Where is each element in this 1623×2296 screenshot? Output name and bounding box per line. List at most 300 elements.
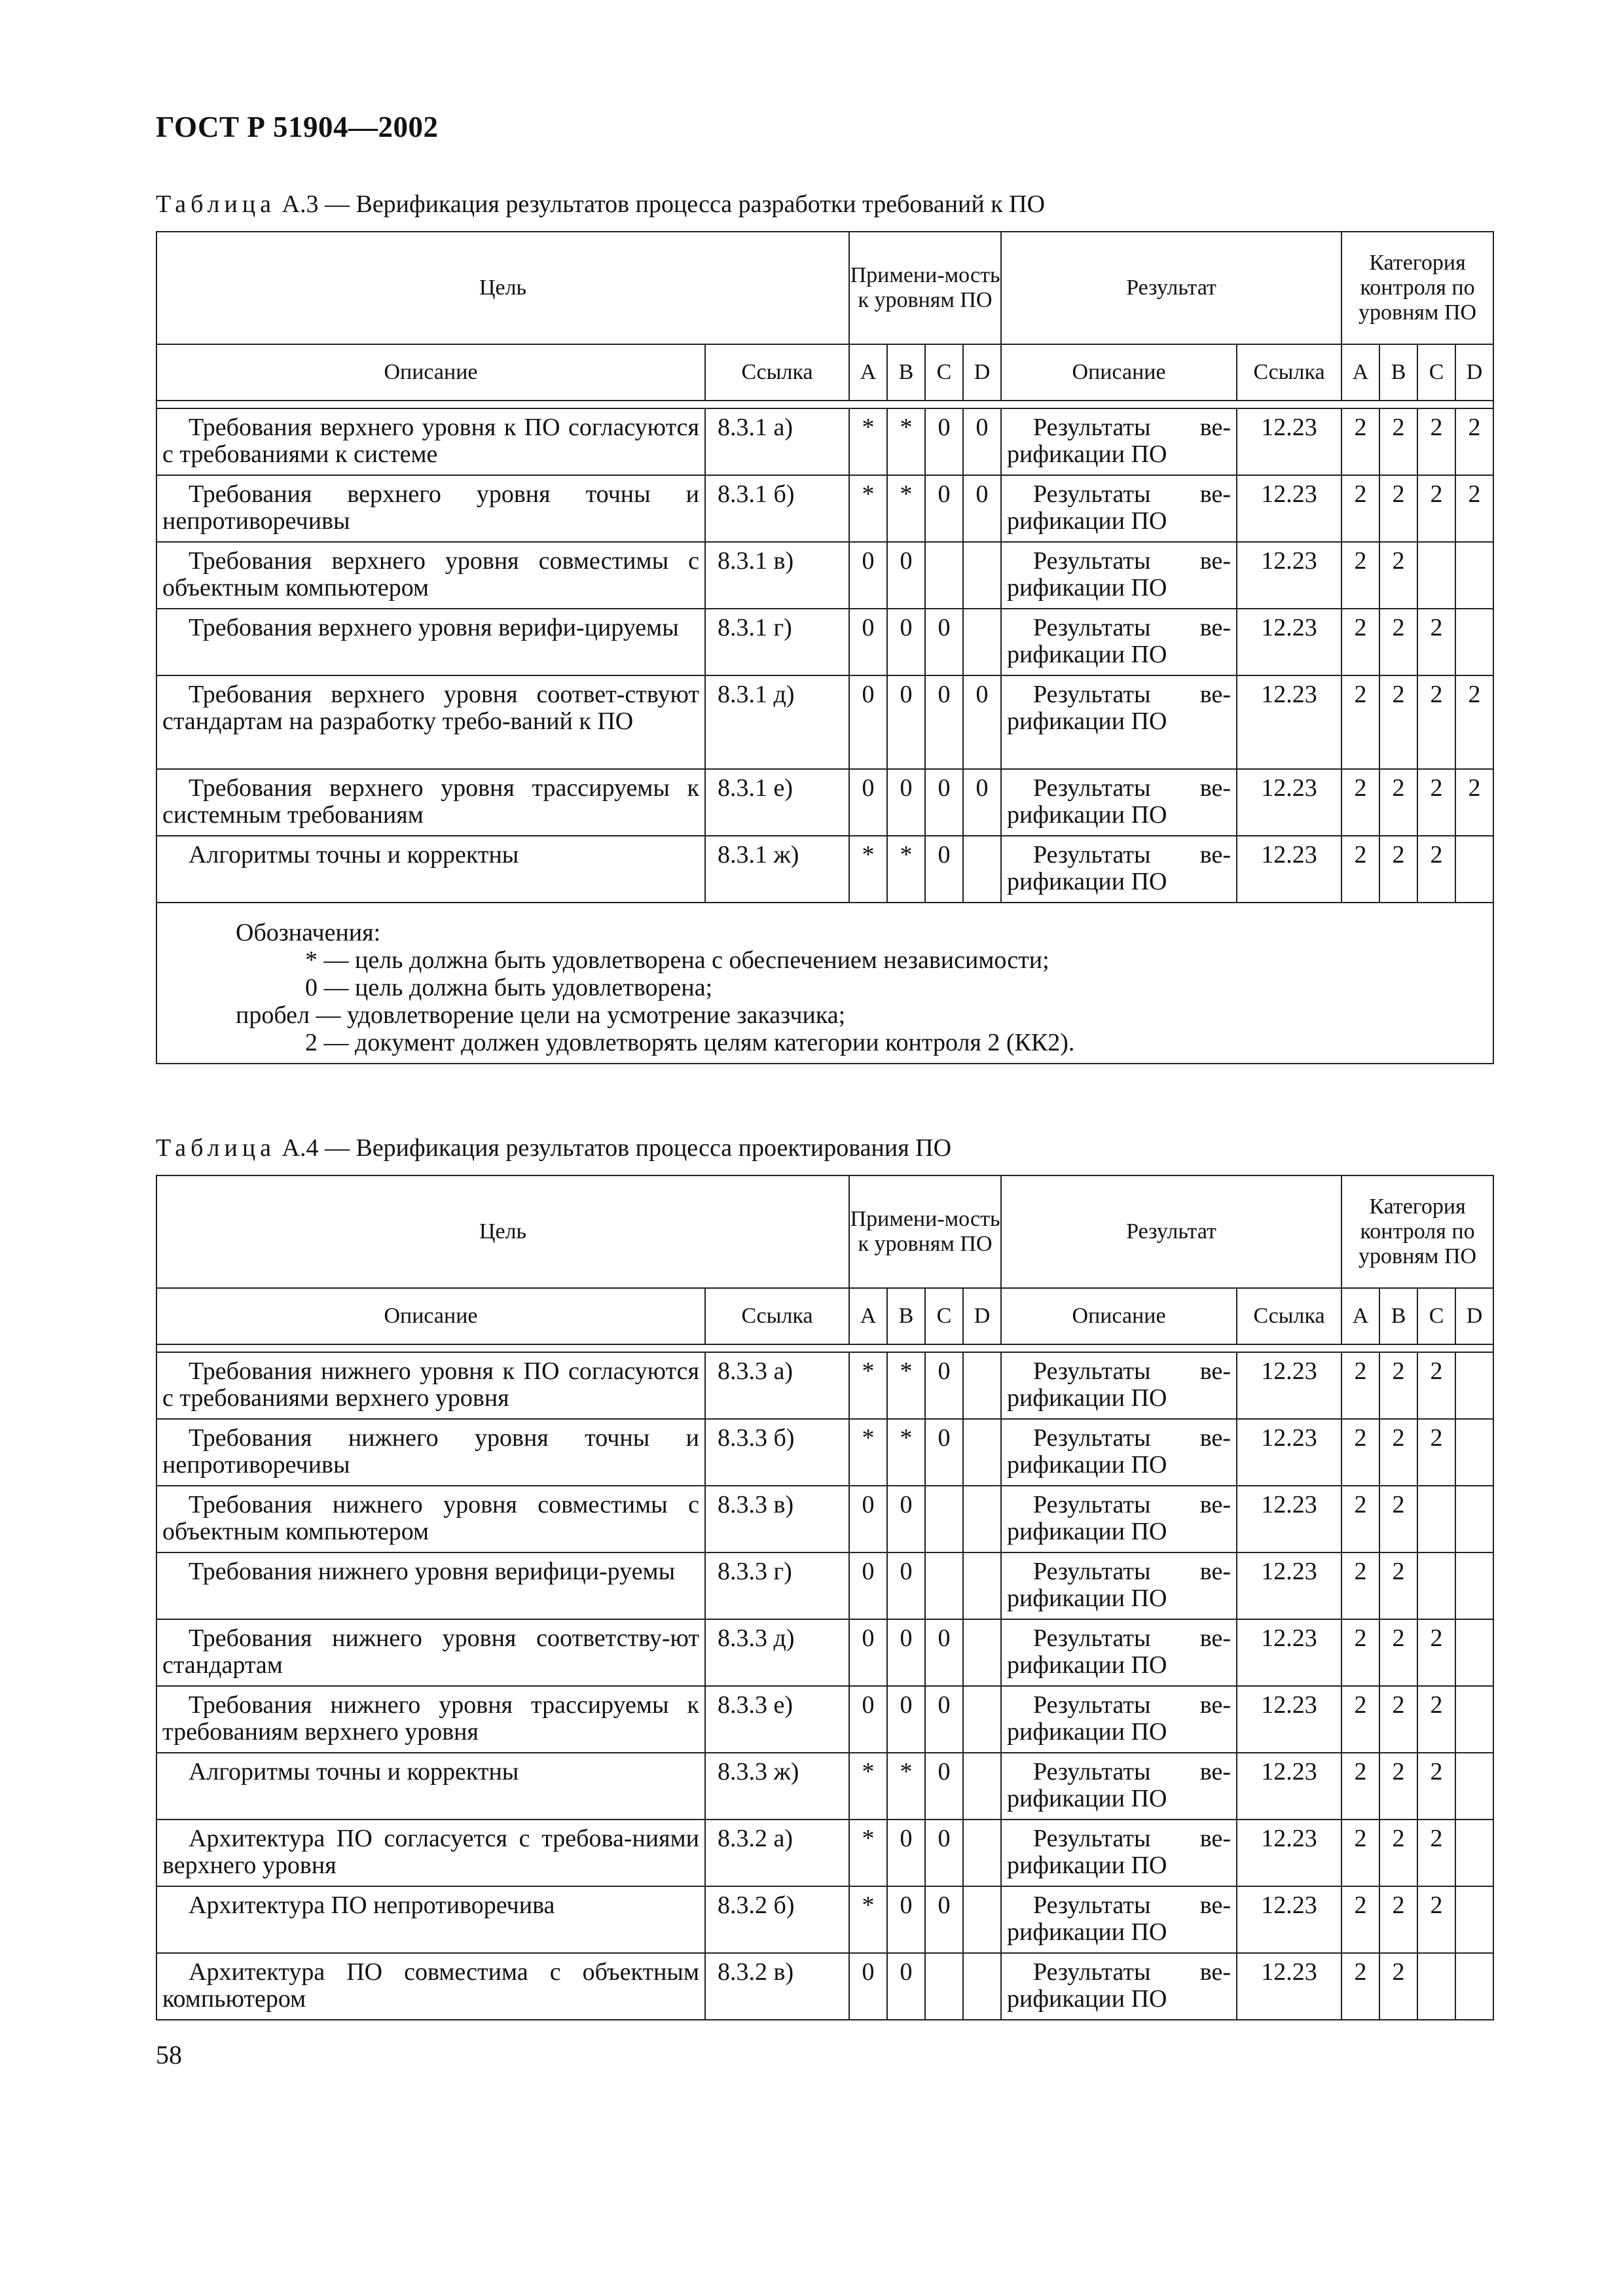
category-a: 2 <box>1341 675 1379 769</box>
result-line-2: рификации ПО <box>1007 801 1167 829</box>
table-row <box>156 1686 1493 1753</box>
row-reference: 8.3.1 г) <box>705 609 849 675</box>
applicability-c: 0 <box>925 408 963 475</box>
result-line-1: Результаты ве- <box>1033 1758 1231 1785</box>
result-reference: 12.23 <box>1237 1419 1341 1486</box>
sub-cat-d: D <box>1455 1288 1493 1344</box>
row-reference: 8.3.3 г) <box>705 1552 849 1619</box>
applicability-b: 0 <box>887 1820 925 1886</box>
table-a4-caption <box>156 1134 951 1162</box>
table-row <box>156 475 1493 542</box>
table-a4 <box>156 1175 1494 2020</box>
result-reference: 12.23 <box>1237 1820 1341 1886</box>
result-description <box>1001 408 1237 475</box>
category-c <box>1417 1953 1455 2020</box>
table-a3-caption-text: А.3 — Верификация результатов процесса разработки требований к ПО <box>276 190 1046 218</box>
applicability-a: * <box>849 836 887 903</box>
applicability-b: * <box>887 1753 925 1820</box>
description-text: Требования верхнего уровня точны и непротиворечивы <box>162 480 699 535</box>
category-a: 2 <box>1341 1753 1379 1820</box>
category-c: 2 <box>1417 1686 1455 1753</box>
row-reference: 8.3.1 ж) <box>705 836 849 903</box>
applicability-d <box>963 1820 1001 1886</box>
applicability-b: 0 <box>887 1686 925 1753</box>
applicability-a: 0 <box>849 675 887 769</box>
sub-cat-d: D <box>1455 344 1493 401</box>
applicability-d: 0 <box>963 408 1001 475</box>
applicability-d <box>963 1486 1001 1552</box>
applicability-b: 0 <box>887 1552 925 1619</box>
row-description <box>156 1686 705 1753</box>
applicability-a: 0 <box>849 1619 887 1686</box>
result-description <box>1001 769 1237 836</box>
category-b: 2 <box>1379 609 1417 675</box>
applicability-d <box>963 1953 1001 2020</box>
result-line-1: Результаты ве- <box>1033 1491 1231 1518</box>
category-a: 2 <box>1341 769 1379 836</box>
category-a: 2 <box>1341 1820 1379 1886</box>
applicability-a: 0 <box>849 1686 887 1753</box>
applicability-d <box>963 1886 1001 1953</box>
sub-cat-a: A <box>1341 1288 1379 1344</box>
description-text: Требования верхнего уровня трассируемы к системным требованиям <box>162 774 699 829</box>
applicability-c: 0 <box>925 1820 963 1886</box>
applicability-c <box>925 1552 963 1619</box>
category-d <box>1455 1953 1493 2020</box>
applicability-c: 0 <box>925 1686 963 1753</box>
result-line-1: Результаты ве- <box>1033 1825 1231 1852</box>
sub-c: C <box>925 344 963 401</box>
sub-result-ref: Ссылка <box>1237 344 1341 401</box>
table-row <box>156 1953 1493 2020</box>
description-text: Алгоритмы точны и корректны <box>189 1758 519 1785</box>
category-d <box>1455 1486 1493 1552</box>
description-text: Требования нижнего уровня к ПО согласуются с требованиями верхнего уровня <box>162 1357 699 1412</box>
row-description <box>156 542 705 609</box>
row-reference: 8.3.1 б) <box>705 475 849 542</box>
result-line-2: рификации ПО <box>1007 1651 1167 1679</box>
result-line-1: Результаты ве- <box>1033 681 1231 708</box>
result-line-2: рификации ПО <box>1007 708 1167 735</box>
applicability-a: * <box>849 1886 887 1953</box>
result-reference: 12.23 <box>1237 675 1341 769</box>
col-category: Категория контроля по уровням ПО <box>1341 1175 1493 1288</box>
sub-desc: Описание <box>156 344 705 401</box>
row-reference: 8.3.2 в) <box>705 1953 849 2020</box>
applicability-b: 0 <box>887 675 925 769</box>
applicability-d <box>963 542 1001 609</box>
applicability-c <box>925 542 963 609</box>
category-a: 2 <box>1341 542 1379 609</box>
table-row <box>156 1820 1493 1886</box>
table-a4-caption-text: А.4 — Верификация результатов процесса проектирования ПО <box>276 1134 952 1162</box>
category-b: 2 <box>1379 1953 1417 2020</box>
result-description <box>1001 1552 1237 1619</box>
category-c <box>1417 1486 1455 1552</box>
description-text: Архитектура ПО согласуется с требова-ниями верхнего уровня <box>162 1825 699 1879</box>
category-c: 2 <box>1417 769 1455 836</box>
category-c <box>1417 1552 1455 1619</box>
category-c: 2 <box>1417 1619 1455 1686</box>
sub-result-ref: Ссылка <box>1237 1288 1341 1344</box>
category-b: 2 <box>1379 675 1417 769</box>
result-reference: 12.23 <box>1237 1953 1341 2020</box>
applicability-d <box>963 1619 1001 1686</box>
applicability-a: 0 <box>849 769 887 836</box>
category-d <box>1455 1619 1493 1686</box>
applicability-a: * <box>849 1820 887 1886</box>
result-description <box>1001 609 1237 675</box>
category-d <box>1455 1820 1493 1886</box>
sub-d: D <box>963 344 1001 401</box>
applicability-a: 0 <box>849 609 887 675</box>
result-line-1: Результаты ве- <box>1033 1691 1231 1719</box>
sub-cat-b: B <box>1379 344 1417 401</box>
table-row <box>156 1419 1493 1486</box>
applicability-c: 0 <box>925 1419 963 1486</box>
result-reference: 12.23 <box>1237 1552 1341 1619</box>
result-line-1: Результаты ве- <box>1033 841 1231 869</box>
description-text: Требования нижнего уровня совместимы с объектным компьютером <box>162 1491 699 1545</box>
header-separator <box>156 401 1493 408</box>
sub-d: D <box>963 1288 1001 1344</box>
result-line-2: рификации ПО <box>1007 868 1167 895</box>
applicability-b: * <box>887 1419 925 1486</box>
col-applicability: Примени-мость к уровням ПО <box>849 232 1001 344</box>
result-reference: 12.23 <box>1237 542 1341 609</box>
row-reference: 8.3.1 а) <box>705 408 849 475</box>
applicability-c <box>925 1953 963 2020</box>
note-blank: пробел — удовлетворение цели на усмотрение заказчика; <box>236 1001 846 1029</box>
row-reference: 8.3.3 е) <box>705 1686 849 1753</box>
applicability-a: * <box>849 1352 887 1419</box>
col-applicability: Примени-мость к уровням ПО <box>849 1175 1001 1288</box>
result-line-2: рификации ПО <box>1007 1985 1167 2013</box>
applicability-b: * <box>887 1352 925 1419</box>
applicability-c: 0 <box>925 769 963 836</box>
category-c <box>1417 542 1455 609</box>
sub-ref: Ссылка <box>705 344 849 401</box>
row-description <box>156 1352 705 1419</box>
note-star: * — цель должна быть удовлетворена с обеспечением независимости; <box>305 946 1049 974</box>
category-d <box>1455 1352 1493 1419</box>
category-c: 2 <box>1417 836 1455 903</box>
category-b: 2 <box>1379 769 1417 836</box>
page-number: 58 <box>156 2040 182 2070</box>
applicability-d <box>963 1419 1001 1486</box>
sub-ref: Ссылка <box>705 1288 849 1344</box>
document-header: ГОСТ Р 51904—2002 <box>156 111 439 143</box>
note-zero: 0 — цель должна быть удовлетворена; <box>305 974 713 1001</box>
applicability-d: 0 <box>963 475 1001 542</box>
category-d <box>1455 1686 1493 1753</box>
applicability-b: 0 <box>887 542 925 609</box>
result-line-2: рификации ПО <box>1007 1852 1167 1879</box>
applicability-c: 0 <box>925 1753 963 1820</box>
applicability-c: 0 <box>925 675 963 769</box>
applicability-b: * <box>887 475 925 542</box>
category-d: 2 <box>1455 475 1493 542</box>
row-description <box>156 1753 705 1820</box>
category-c: 2 <box>1417 1820 1455 1886</box>
row-description <box>156 1552 705 1619</box>
category-b: 2 <box>1379 408 1417 475</box>
notes-title: Обозначения: <box>236 919 381 946</box>
row-reference: 8.3.3 д) <box>705 1619 849 1686</box>
result-line-1: Результаты ве- <box>1033 1424 1231 1452</box>
category-c: 2 <box>1417 1753 1455 1820</box>
result-line-2: рификации ПО <box>1007 574 1167 601</box>
result-reference: 12.23 <box>1237 609 1341 675</box>
applicability-a: * <box>849 408 887 475</box>
result-reference: 12.23 <box>1237 408 1341 475</box>
category-a: 2 <box>1341 836 1379 903</box>
category-b: 2 <box>1379 1486 1417 1552</box>
table-a3 <box>156 231 1494 1064</box>
table-row <box>156 1352 1493 1419</box>
applicability-d <box>963 836 1001 903</box>
row-description <box>156 1619 705 1686</box>
category-b: 2 <box>1379 836 1417 903</box>
category-b: 2 <box>1379 1352 1417 1419</box>
col-category: Категория контроля по уровням ПО <box>1341 232 1493 344</box>
sub-cat-a: A <box>1341 344 1379 401</box>
category-a: 2 <box>1341 1352 1379 1419</box>
row-reference: 8.3.2 б) <box>705 1886 849 1953</box>
row-reference: 8.3.3 а) <box>705 1352 849 1419</box>
result-description <box>1001 1352 1237 1419</box>
applicability-b: * <box>887 408 925 475</box>
category-b: 2 <box>1379 1886 1417 1953</box>
applicability-c: 0 <box>925 1352 963 1419</box>
category-a: 2 <box>1341 609 1379 675</box>
row-reference: 8.3.1 д) <box>705 675 849 769</box>
sub-cat-c: C <box>1417 344 1455 401</box>
category-b: 2 <box>1379 1820 1417 1886</box>
description-text: Требования нижнего уровня соответству-ют стандартам <box>162 1624 699 1679</box>
applicability-a: * <box>849 1419 887 1486</box>
result-reference: 12.23 <box>1237 1686 1341 1753</box>
applicability-c: 0 <box>925 836 963 903</box>
applicability-a: 0 <box>849 542 887 609</box>
applicability-d <box>963 1552 1001 1619</box>
table-row <box>156 836 1493 903</box>
table-row <box>156 675 1493 769</box>
applicability-c: 0 <box>925 1886 963 1953</box>
row-reference: 8.3.1 е) <box>705 769 849 836</box>
table-a3-caption <box>156 190 1045 219</box>
category-b: 2 <box>1379 542 1417 609</box>
result-reference: 12.23 <box>1237 1886 1341 1953</box>
note-two: 2 — документ должен удовлетворять целям категории контроля 2 (КК2). <box>305 1029 1075 1056</box>
table-row <box>156 1753 1493 1820</box>
table-a3-notes <box>156 903 1493 1064</box>
category-d: 2 <box>1455 408 1493 475</box>
applicability-b: 0 <box>887 1886 925 1953</box>
row-description <box>156 1820 705 1886</box>
category-a: 2 <box>1341 1486 1379 1552</box>
table-a4-caption-label: Таблица <box>156 1134 276 1162</box>
sub-cat-b: B <box>1379 1288 1417 1344</box>
category-b: 2 <box>1379 1686 1417 1753</box>
result-line-1: Результаты ве- <box>1033 1357 1231 1385</box>
category-d <box>1455 1886 1493 1953</box>
result-reference: 12.23 <box>1237 475 1341 542</box>
table-row <box>156 542 1493 609</box>
category-d <box>1455 1419 1493 1486</box>
result-reference: 12.23 <box>1237 836 1341 903</box>
result-reference: 12.23 <box>1237 1352 1341 1419</box>
row-description <box>156 408 705 475</box>
row-description <box>156 475 705 542</box>
table-row <box>156 1552 1493 1619</box>
table-a3-caption-label: Таблица <box>156 190 276 218</box>
result-reference: 12.23 <box>1237 769 1341 836</box>
applicability-d <box>963 1352 1001 1419</box>
sub-result-desc: Описание <box>1001 1288 1237 1344</box>
category-a: 2 <box>1341 1953 1379 2020</box>
result-line-1: Результаты ве- <box>1033 1558 1231 1585</box>
category-c: 2 <box>1417 1419 1455 1486</box>
applicability-a: 0 <box>849 1486 887 1552</box>
result-line-1: Результаты ве- <box>1033 1958 1231 1986</box>
category-c: 2 <box>1417 1886 1455 1953</box>
result-line-2: рификации ПО <box>1007 1918 1167 1946</box>
applicability-b: 0 <box>887 1619 925 1686</box>
row-reference: 8.3.2 а) <box>705 1820 849 1886</box>
table-row <box>156 1886 1493 1953</box>
category-c: 2 <box>1417 1352 1455 1419</box>
result-line-1: Результаты ве- <box>1033 414 1231 441</box>
result-description <box>1001 1820 1237 1886</box>
category-a: 2 <box>1341 1552 1379 1619</box>
result-line-2: рификации ПО <box>1007 1384 1167 1412</box>
category-d <box>1455 1552 1493 1619</box>
description-text: Требования верхнего уровня совместимы с объектным компьютером <box>162 547 699 601</box>
applicability-d <box>963 609 1001 675</box>
applicability-b: 0 <box>887 769 925 836</box>
category-a: 2 <box>1341 408 1379 475</box>
row-description <box>156 1419 705 1486</box>
result-line-2: рификации ПО <box>1007 1451 1167 1479</box>
table-row <box>156 609 1493 675</box>
row-description <box>156 836 705 903</box>
sub-a: A <box>849 1288 887 1344</box>
sub-b: B <box>887 1288 925 1344</box>
applicability-a: * <box>849 475 887 542</box>
row-description <box>156 769 705 836</box>
category-a: 2 <box>1341 1419 1379 1486</box>
row-description <box>156 1953 705 2020</box>
result-line-1: Результаты ве- <box>1033 547 1231 575</box>
description-text: Требования верхнего уровня соответ-ствуют стандартам на разработку требо-ваний к ПО <box>162 681 699 735</box>
table-row <box>156 408 1493 475</box>
applicability-a: 0 <box>849 1953 887 2020</box>
applicability-b: 0 <box>887 609 925 675</box>
result-description <box>1001 836 1237 903</box>
sub-desc: Описание <box>156 1288 705 1344</box>
result-description <box>1001 675 1237 769</box>
applicability-d: 0 <box>963 675 1001 769</box>
result-description <box>1001 1486 1237 1552</box>
result-line-2: рификации ПО <box>1007 1785 1167 1812</box>
description-text: Архитектура ПО непротиворечива <box>189 1892 555 1919</box>
header-separator <box>156 1344 1493 1352</box>
result-description <box>1001 1419 1237 1486</box>
result-description <box>1001 1953 1237 2020</box>
description-text: Требования верхнего уровня верифи-цируемы <box>189 614 679 641</box>
table-row <box>156 769 1493 836</box>
result-reference: 12.23 <box>1237 1753 1341 1820</box>
col-result: Результат <box>1001 1175 1341 1288</box>
table-row <box>156 1619 1493 1686</box>
result-line-1: Результаты ве- <box>1033 1624 1231 1652</box>
category-b: 2 <box>1379 1753 1417 1820</box>
category-d <box>1455 1753 1493 1820</box>
applicability-b: 0 <box>887 1486 925 1552</box>
sub-c: C <box>925 1288 963 1344</box>
category-b: 2 <box>1379 1419 1417 1486</box>
category-b: 2 <box>1379 475 1417 542</box>
category-c: 2 <box>1417 408 1455 475</box>
description-text: Требования нижнего уровня точны и непротиворечивы <box>162 1424 699 1479</box>
col-result: Результат <box>1001 232 1341 344</box>
category-c: 2 <box>1417 609 1455 675</box>
sub-cat-c: C <box>1417 1288 1455 1344</box>
category-a: 2 <box>1341 1686 1379 1753</box>
row-reference: 8.3.1 в) <box>705 542 849 609</box>
applicability-c: 0 <box>925 1619 963 1686</box>
result-description <box>1001 542 1237 609</box>
result-line-1: Результаты ве- <box>1033 480 1231 508</box>
applicability-c: 0 <box>925 475 963 542</box>
row-reference: 8.3.3 в) <box>705 1486 849 1552</box>
result-line-1: Результаты ве- <box>1033 774 1231 802</box>
result-line-1: Результаты ве- <box>1033 1892 1231 1919</box>
result-line-2: рификации ПО <box>1007 440 1167 468</box>
result-description <box>1001 1619 1237 1686</box>
result-description <box>1001 1753 1237 1820</box>
applicability-b: 0 <box>887 1953 925 2020</box>
result-description <box>1001 1686 1237 1753</box>
description-text: Требования нижнего уровня трассируемы к требованиям верхнего уровня <box>162 1691 699 1746</box>
table-row <box>156 1486 1493 1552</box>
sub-b: B <box>887 344 925 401</box>
result-reference: 12.23 <box>1237 1486 1341 1552</box>
applicability-d <box>963 1686 1001 1753</box>
col-goal: Цель <box>156 232 849 344</box>
result-reference: 12.23 <box>1237 1619 1341 1686</box>
row-description <box>156 1486 705 1552</box>
category-b: 2 <box>1379 1619 1417 1686</box>
row-description <box>156 675 705 769</box>
category-d: 2 <box>1455 675 1493 769</box>
result-line-2: рификации ПО <box>1007 1718 1167 1746</box>
applicability-d <box>963 1753 1001 1820</box>
result-line-2: рификации ПО <box>1007 507 1167 535</box>
category-c: 2 <box>1417 675 1455 769</box>
col-goal: Цель <box>156 1175 849 1288</box>
description-text: Требования нижнего уровня верифици-руемы <box>189 1558 676 1585</box>
result-line-2: рификации ПО <box>1007 1585 1167 1612</box>
category-a: 2 <box>1341 1619 1379 1686</box>
description-text: Алгоритмы точны и корректны <box>189 841 519 869</box>
row-reference: 8.3.3 б) <box>705 1419 849 1486</box>
applicability-a: * <box>849 1753 887 1820</box>
category-d <box>1455 609 1493 675</box>
applicability-c <box>925 1486 963 1552</box>
sub-a: A <box>849 344 887 401</box>
